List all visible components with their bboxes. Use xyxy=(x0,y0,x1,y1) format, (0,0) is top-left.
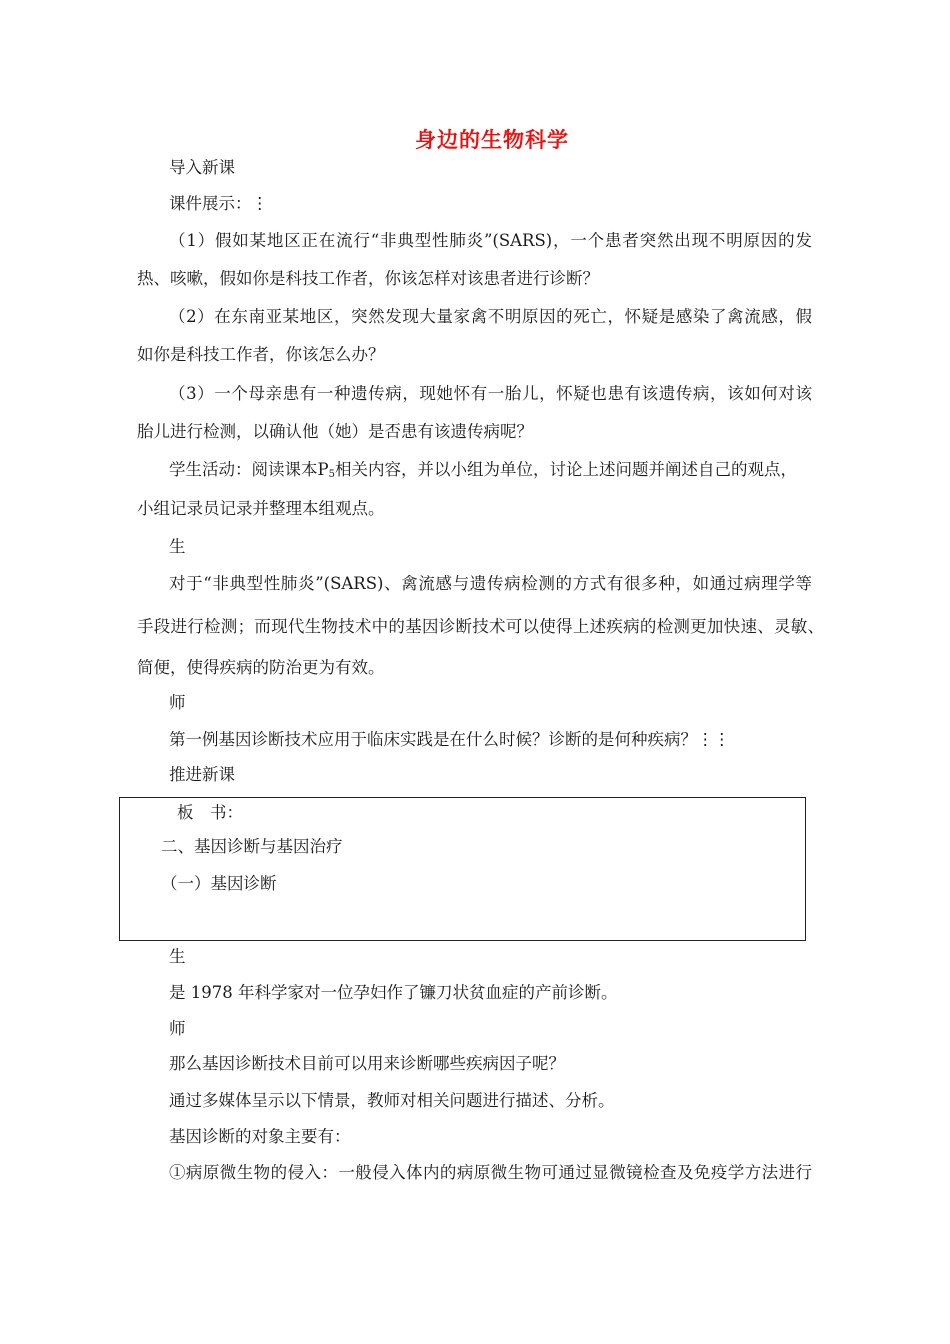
board-line-1: 二、基因诊断与基因治疗 xyxy=(161,837,343,856)
teacher-label-1: 师 xyxy=(169,693,186,712)
board-line-2: （一）基因诊断 xyxy=(161,874,277,893)
media-text: 通过多媒体呈示以下情景，教师对相关问题进行描述、分析。 xyxy=(169,1091,615,1110)
answer-line-3: 简便，使得疾病的防治更为有效。 xyxy=(137,658,385,677)
page-title: 身边的生物科学 xyxy=(415,128,569,152)
question-2-line-2: 如你是科技工作者，你该怎么办？ xyxy=(137,345,385,364)
answer-line-1: 对于“非典型性肺炎”(SARS)、禽流感与遗传病检测的方式有很多种，如通过病理学等 xyxy=(169,574,812,593)
advance-heading: 推进新课 xyxy=(169,765,235,784)
activity-text-end: 相关内容，并以小组为单位，讨论上述问题并阐述自己的观点， xyxy=(334,460,797,479)
teacher-label-2: 师 xyxy=(169,1019,186,1038)
student-label-2: 生 xyxy=(169,947,186,966)
student-answer: 是 1978 年科学家对一位孕妇作了镰刀状贫血症的产前诊断。 xyxy=(169,983,618,1002)
question-3-line-1: （3）一个母亲患有一种遗传病，现她怀有一胎儿，怀疑也患有该遗传病，该如何对该 xyxy=(169,384,812,403)
list-item-1: ①病原微生物的侵入：一般侵入体内的病原微生物可通过显微镜检查及免疫学方法进行 xyxy=(169,1163,812,1182)
activity-text-start: 学生活动：阅读课本P xyxy=(169,460,329,479)
teacher-question-1: 第一例基因诊断技术应用于临床实践是在什么时候？诊断的是何种疾病？⋮⋮ xyxy=(169,730,730,749)
question-1-line-1: （1）假如某地区正在流行“非典型性肺炎”(SARS)，一个患者突然出现不明原因的发 xyxy=(169,231,812,250)
teacher-question-2: 那么基因诊断技术目前可以用来诊断哪些疾病因子呢？ xyxy=(169,1054,565,1073)
student-activity-line-2: 小组记录员记录并整理本组观点。 xyxy=(137,499,385,518)
board-label: 板 书： xyxy=(177,803,243,822)
activity-page-subscript: 5 xyxy=(328,469,335,480)
courseware-label: 课件展示：⋮ xyxy=(169,194,268,213)
blackboard-box xyxy=(119,797,806,941)
question-3-line-2: 胎儿进行检测，以确认他（她）是否患有该遗传病呢？ xyxy=(137,422,533,441)
student-label-1: 生 xyxy=(169,537,186,556)
question-2-line-1: （2）在东南亚某地区，突然发现大量家禽不明原因的死亡，怀疑是感染了禽流感，假 xyxy=(169,307,812,326)
answer-line-2: 手段进行检测；而现代生物技术中的基因诊断技术可以使得上述疾病的检测更加快速、灵敏、 xyxy=(137,617,824,636)
student-activity-line-1 xyxy=(169,459,797,486)
question-1-line-2: 热、咳嗽，假如你是科技工作者，你该怎样对该患者进行诊断？ xyxy=(137,269,599,288)
intro-heading: 导入新课 xyxy=(169,158,235,177)
objects-heading: 基因诊断的对象主要有： xyxy=(169,1127,351,1146)
